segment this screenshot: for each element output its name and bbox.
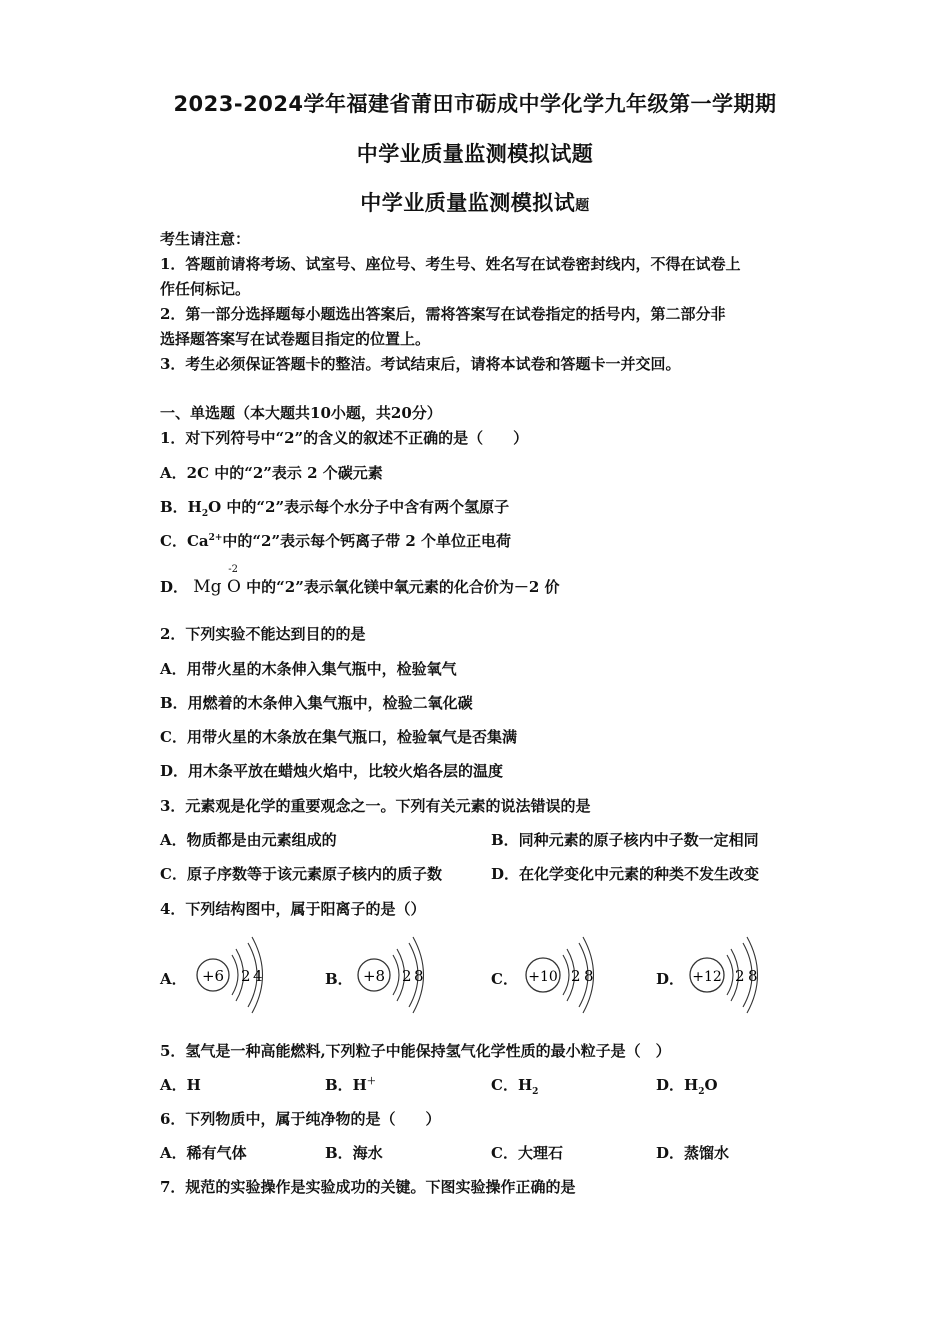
q5-option-d xyxy=(656,1074,718,1097)
q6-option-d: D．蒸馏水 xyxy=(656,1144,730,1162)
q4-option-c-diagram xyxy=(524,935,604,1019)
q5-stem: 5．氢气是一种高能燃料,下列粒子中能保持氢气化学性质的最小粒子是（ ） xyxy=(160,1042,671,1060)
section-heading: 一、单选题（本大题共10小题，共20分） xyxy=(160,404,442,422)
shell-1-arc xyxy=(727,955,733,995)
notice-item-3: 3．考生必须保证答题卡的整洁。考试结束后，请将本试卷和答题卡一并交回。 xyxy=(160,355,681,373)
q5-b-pre: B．H xyxy=(325,1076,367,1094)
notice-item-2b: 选择题答案写在试卷题目指定的位置上。 xyxy=(160,330,431,348)
q5-c-sub: 2 xyxy=(532,1087,539,1097)
q1-b-sub: 2 xyxy=(201,509,209,519)
q1-c-sup: 2+ xyxy=(208,533,223,543)
q3-option-c: C．原子序数等于该元素原子核内的质子数 xyxy=(160,865,442,883)
title-line-3-small: 题 xyxy=(575,198,590,214)
q1-d-pre: D． xyxy=(160,578,189,596)
q2-option-d: D．用木条平放在蜡烛火焰中，比较火焰各层的温度 xyxy=(160,762,504,780)
shell-1-arc xyxy=(393,955,399,995)
q1-d-post: 中的“2”表示氧化镁中氧元素的化合价为－2 价 xyxy=(246,578,560,596)
q1-d-formula: Mg O xyxy=(193,577,241,597)
q5-option-a: A．H xyxy=(160,1076,201,1094)
q1-option-a: A．2C 中的“2”表示 2 个碳元素 xyxy=(160,464,383,482)
q5-option-b xyxy=(325,1074,376,1095)
shell-1-arc xyxy=(563,955,569,995)
atom-structure-c xyxy=(524,935,604,1015)
q6-stem: 6．下列物质中，属于纯净物的是（ ） xyxy=(160,1110,441,1128)
q3-option-a: A．物质都是由元素组成的 xyxy=(160,831,337,849)
nucleus-charge: +10 xyxy=(528,969,558,985)
q5-b-sup: ＋ xyxy=(366,1077,376,1087)
q1-stem: 1．对下列符号中“2”的含义的叙述不正确的是（ ） xyxy=(160,429,529,447)
q5-d-pre: D．H xyxy=(656,1076,699,1094)
shell-1-electrons: 2 xyxy=(402,967,412,985)
notice-item-1a: 1．答题前请将考场、试室号、座位号、考生号、姓名写在试卷密封线内，不得在试卷上 xyxy=(160,255,741,273)
q6-option-a: A．稀有气体 xyxy=(160,1144,247,1162)
atom-structure-b xyxy=(355,935,435,1015)
q5-d-post: O xyxy=(704,1076,718,1094)
atom-structure-d xyxy=(688,935,768,1015)
q4-stem: 4．下列结构图中，属于阳离子的是（） xyxy=(160,900,426,918)
q1-c-pre: C．Ca xyxy=(160,532,209,550)
q2-stem: 2．下列实验不能达到目的的是 xyxy=(160,625,366,643)
q4-option-b-diagram xyxy=(355,935,435,1019)
q6-option-c: C．大理石 xyxy=(491,1144,563,1162)
q1-option-c xyxy=(160,530,511,551)
q2-option-b: B．用燃着的木条伸入集气瓶中，检验二氧化碳 xyxy=(160,694,473,712)
title-line-2: 中学业质量监测模拟试题 xyxy=(356,142,594,166)
q4-option-b-label: B． xyxy=(325,970,353,988)
nucleus-charge: +12 xyxy=(692,969,722,985)
shell-1-arc xyxy=(232,955,238,995)
title-line-3 xyxy=(0,187,950,217)
q3-option-b: B．同种元素的原子核内中子数一定相同 xyxy=(491,831,759,849)
title-line-1: 2023-2024学年福建省莆田市砺成中学化学九年级第一学期期 xyxy=(173,92,777,116)
q5-c-pre: C．H xyxy=(491,1076,533,1094)
q3-stem: 3．元素观是化学的重要观念之一。下列有关元素的说法错误的是 xyxy=(160,797,591,815)
q4-option-a-diagram xyxy=(194,935,274,1019)
q1-d-valence: -2 xyxy=(228,564,238,575)
q4-option-a-label: A． xyxy=(160,970,187,988)
q4-option-d-label: D． xyxy=(656,970,685,988)
nucleus-charge: +6 xyxy=(201,967,225,985)
q5-d-sub: 2 xyxy=(698,1087,705,1097)
shell-1-electrons: 2 xyxy=(735,967,745,985)
notice-heading: 考生请注意： xyxy=(160,230,251,248)
q4-option-c-label: C． xyxy=(491,970,518,988)
q1-d-formula-wrap xyxy=(193,564,241,597)
q6-option-b: B．海水 xyxy=(325,1144,383,1162)
q7-stem: 7．规范的实验操作是实验成功的关键。下图实验操作正确的是 xyxy=(160,1178,576,1196)
shell-2-electrons: 8 xyxy=(584,967,594,985)
q1-b-pre: B．H xyxy=(160,498,202,516)
shell-2-electrons: 8 xyxy=(414,967,424,985)
q4-option-d-diagram xyxy=(688,935,768,1019)
notice-item-2a: 2．第一部分选择题每小题选出答案后，需将答案写在试卷指定的括号内，第二部分非 xyxy=(160,305,726,323)
shell-2-electrons: 8 xyxy=(748,967,758,985)
shell-1-electrons: 2 xyxy=(571,967,581,985)
q1-b-post: O 中的“2”表示每个水分子中含有两个氢原子 xyxy=(208,498,510,516)
atom-structure-a xyxy=(194,935,274,1015)
q1-option-b xyxy=(160,496,509,519)
q3-option-d: D．在化学变化中元素的种类不发生改变 xyxy=(491,865,760,883)
q1-option-d xyxy=(160,564,560,597)
nucleus-charge: +8 xyxy=(362,967,386,985)
title-line-3-main: 中学业质量监测模拟试 xyxy=(360,191,576,215)
q5-option-c xyxy=(491,1074,538,1097)
q1-c-post: 中的“2”表示每个钙离子带 2 个单位正电荷 xyxy=(222,532,511,550)
q2-option-a: A．用带火星的木条伸入集气瓶中，检验氧气 xyxy=(160,660,457,678)
shell-1-electrons: 2 xyxy=(241,967,251,985)
q2-option-c: C．用带火星的木条放在集气瓶口，检验氧气是否集满 xyxy=(160,728,517,746)
shell-2-electrons: 4 xyxy=(253,967,263,985)
notice-item-1b: 作任何标记。 xyxy=(160,280,251,298)
